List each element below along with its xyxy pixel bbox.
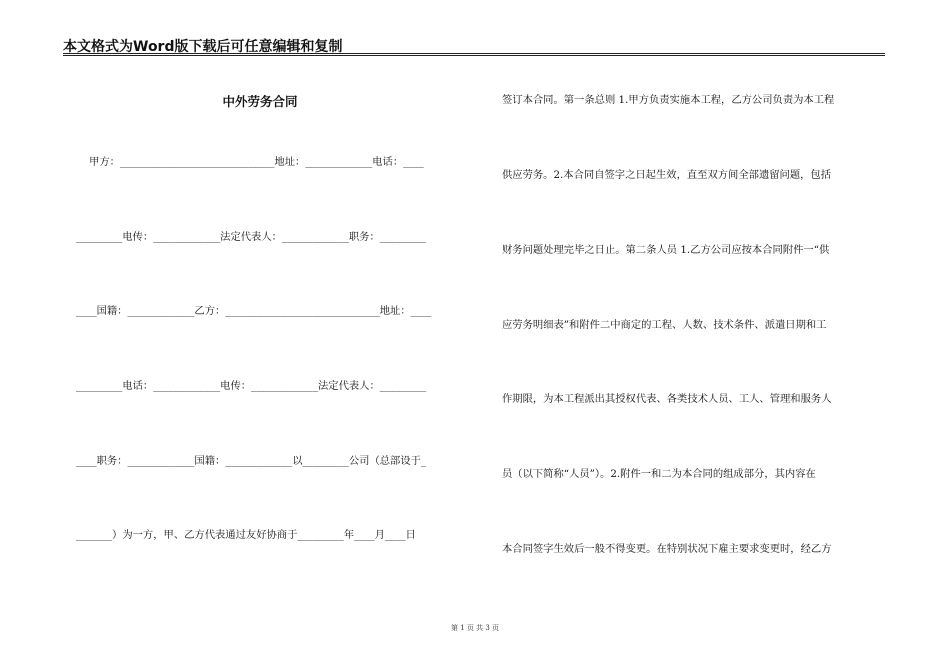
left-line-1: 甲方：______________________________地址：_____________电话：____ [76, 156, 424, 168]
page-header-title: 本文格式为Word版下载后可任意编辑和复制 [63, 39, 343, 55]
left-line-4: _________电话：_____________电传：_____________法定代表人：_________ [76, 380, 427, 392]
page-number: 第 1 页 共 3 页 [450, 624, 500, 632]
document-title: 中外劳务合同 [222, 94, 298, 109]
right-line-2: 供应劳务。2.本合同自签字之日起生效，直至双方间全部遗留问题，包括 [502, 169, 832, 181]
right-line-5: 作期限，为本工程派出其授权代表、各类技术人员、工人、管理和服务人 [502, 393, 832, 405]
left-line-2: _________电传：_____________法定代表人：_____________职务：_________ [76, 231, 427, 243]
left-line-5: ____职务：_____________国籍：_____________以_________公司（总部设于_ [76, 455, 427, 467]
right-line-3: 财务问题处理完毕之日止。第二条人员 1.乙方公司应按本合同附件一“供 [502, 244, 830, 256]
right-line-6: 员（以下简称“人员”）。2.附件一和二为本合同的组成部分，其内容在 [502, 468, 816, 480]
header-divider [63, 53, 885, 56]
right-line-1: 签订本合同。第一条总则 1.甲方负责实施本工程，乙方公司负责为本工程 [502, 94, 835, 106]
right-line-7: 本合同签字生效后一般不得变更。在特别状况下雇主要求变更时，经乙方 [502, 543, 832, 555]
left-line-6: _______）为一方，甲、乙方代表通过友好协商于_________年____月____日 [76, 529, 416, 541]
left-line-3: ____国籍：_____________乙方：______________________________地址：____ [76, 305, 432, 317]
right-line-4: 应劳务明细表”和附件二中商定的工程、人数、技术条件、派遣日期和工 [502, 319, 827, 331]
